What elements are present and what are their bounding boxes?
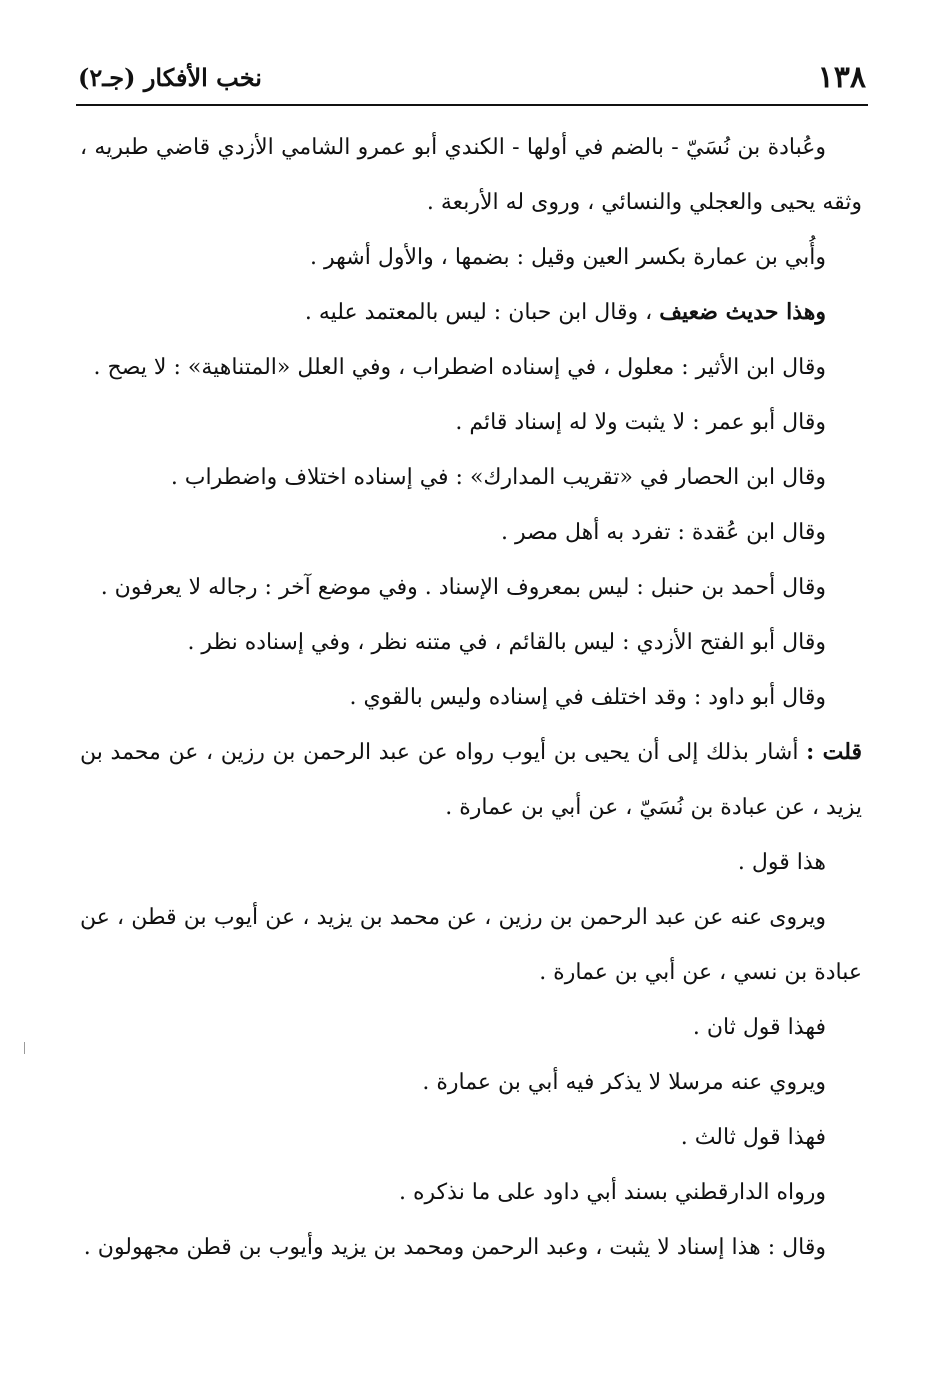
paragraph-text: ، وقال ابن حبان : ليس بالمعتمد عليه . [304,300,653,325]
paragraph-text: وقال : هذا إسناد لا يثبت ، وعبد الرحمن ومحمد بن يزيد وأيوب بن قطن مجهولون . [83,1235,826,1260]
paragraph-ahmad [80,560,862,615]
paragraph-text: فهذا قول ثالث . [680,1125,826,1150]
paragraph-ubada-bio [80,120,862,230]
paragraph-final-verdict [80,1220,862,1275]
bold-lead: وهذا حديث ضعيف [659,299,826,325]
page-number: ١٣٨ [817,60,866,95]
book-title: نخب الأفكار (جـ٢) [78,63,262,92]
paragraph-text: وعُبادة بن نُسَيّ - بالضم في أولها - الكندي أبو عمرو الشامي الأزدي قاضي طبريه ، وثقه يحيى والعجلي والنسائي ، وروى له الأربعة . [80,135,862,215]
paragraph-third-opinion [80,1110,862,1165]
paragraph-first-opinion [80,835,862,890]
paragraph-text: وقال ابن الحصار في «تقريب المدارك» : في إسناده اختلاف واضطراب . [170,465,826,490]
paragraph-daraqutni [80,1165,862,1220]
header-divider [76,104,868,106]
paragraph-mursal [80,1055,862,1110]
scan-margin-mark [24,1042,25,1054]
paragraph-text: وقال أبو داود : وقد اختلف في إسناده وليس بالقوي . [349,685,826,710]
paragraph-ibn-hassar [80,450,862,505]
paragraph-text: وقال ابن عُقدة : تفرد به أهل مصر . [501,520,826,545]
paragraph-text: وأُبي بن عمارة بكسر العين وقيل : بضمها ، والأول أشهر . [310,245,826,270]
paragraph-ibn-uqda [80,505,862,560]
paragraph-ibn-athir [80,340,862,395]
body-text [80,120,862,1275]
paragraph-text: ورواه الدارقطني بسند أبي داود على ما نذكره . [399,1180,826,1205]
paragraph-qultu [80,725,862,835]
paragraph-second-opinion [80,1000,862,1055]
paragraph-text: فهذا قول ثان . [692,1015,826,1040]
paragraph-text: وقال أبو الفتح الأزدي : ليس بالقائم ، في متنه نظر ، وفي إسناده نظر . [187,630,826,655]
paragraph-ubay-name [80,230,862,285]
paragraph-text: هذا قول . [737,850,826,875]
paragraph-azdi [80,615,862,670]
paragraph-text: أشار بذلك إلى أن يحيى بن أيوب رواه عن عبد الرحمن بن رزين ، عن محمد بن يزيد ، عن عبادة بن نُسَيّ ، عن أبي بن عمارة . [80,740,862,820]
paragraph-text: وقال أحمد بن حنبل : ليس بمعروف الإسناد . وفي موضع آخر : رجاله لا يعرفون . [100,575,826,600]
paragraph-second-chain [80,890,862,1000]
paragraph-hadith-weak [80,285,862,340]
paragraph-text: ويروي عنه مرسلا لا يذكر فيه أبي بن عمارة . [422,1070,826,1095]
paragraph-abu-dawud [80,670,862,725]
bold-lead: قلت : [806,739,862,765]
paragraph-text: وقال أبو عمر : لا يثبت ولا له إسناد قائم . [455,410,826,435]
paragraph-abu-umar [80,395,862,450]
running-header [78,58,866,98]
paragraph-text: ويروى عنه عن عبد الرحمن بن رزين ، عن محمد بن يزيد ، عن أيوب بن قطن ، عن عبادة بن نسي ، عن أبي بن عمارة . [80,905,862,985]
paragraph-text: وقال ابن الأثير : معلول ، في إسناده اضطراب ، وفي العلل «المتناهية» : لا يصح . [93,355,826,380]
